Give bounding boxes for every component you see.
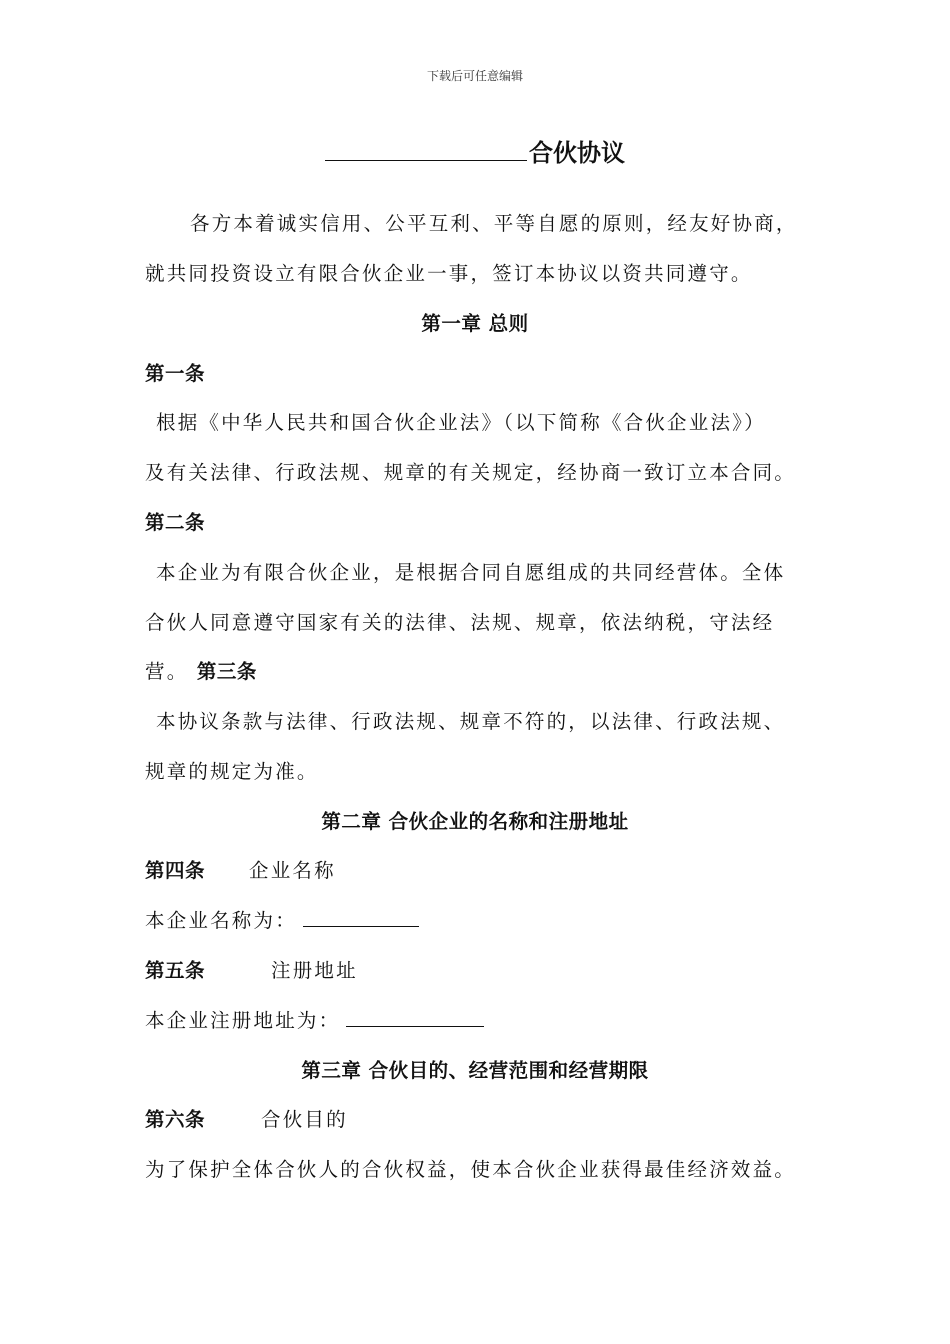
article-4-row (145, 856, 810, 886)
article-5-text-row (145, 1006, 810, 1036)
article-6-text: 为了保护全体合伙人的合伙权益，使本合伙企业获得最佳经济效益。 (145, 1158, 797, 1181)
article-1-line-1: 根据《中华人民共和国合伙企业法》（以下简称《合伙企业法》） (156, 411, 766, 434)
title-blank-line[interactable] (325, 136, 527, 161)
chapter-3-title: 第三章 合伙目的、经营范围和经营期限 (301, 1059, 649, 1082)
article-2-line-3: 营。 (145, 660, 189, 683)
preamble-line-1: 各方本着诚实信用、公平互利、平等自愿的原则，经友好协商， (190, 212, 798, 235)
article-2-line-3-with-article-3 (145, 657, 810, 687)
article-6-heading: 第六条 (145, 1108, 206, 1131)
article-6-label: 合伙目的 (261, 1108, 348, 1131)
article-2-line-2: 合伙人同意遵守国家有关的法律、法规、规章，依法纳税，守法经 (145, 611, 775, 634)
article-4-text-row (145, 906, 810, 936)
article-4-heading: 第四条 (145, 859, 206, 882)
header-note: 下载后可任意编辑 (426, 69, 523, 83)
article-1-heading: 第一条 (145, 362, 206, 385)
article-2-line-1: 本企业为有限合伙企业，是根据合同自愿组成的共同经营体。全体 (156, 561, 786, 584)
chapter-1-title: 第一章 总则 (421, 312, 529, 335)
article-5-row (145, 956, 810, 986)
article-3-line-1: 本协议条款与法律、行政法规、规章不符的，以法律、行政法规、 (156, 710, 786, 733)
article-4-label: 企业名称 (249, 859, 336, 882)
registered-address-blank[interactable] (346, 1006, 484, 1027)
article-5-label: 注册地址 (271, 959, 358, 982)
article-3-heading: 第三条 (196, 660, 257, 683)
preamble-line-2: 就共同投资设立有限合伙企业一事，签订本协议以资共同遵守。 (145, 262, 753, 285)
article-5-heading: 第五条 (145, 959, 206, 982)
article-4-text: 本企业名称为： (145, 909, 297, 932)
article-1-line-2: 及有关法律、行政法规、规章的有关规定，经协商一致订立本合同。 (145, 461, 797, 484)
article-3-line-2: 规章的规定为准。 (145, 760, 319, 783)
chapter-2-title: 第二章 合伙企业的名称和注册地址 (321, 810, 629, 833)
document-title (0, 136, 950, 169)
article-6-row (145, 1105, 810, 1135)
article-2-heading: 第二条 (145, 511, 206, 534)
article-5-text: 本企业注册地址为： (145, 1009, 341, 1032)
company-name-blank[interactable] (303, 906, 419, 927)
title-text: 合伙协议 (529, 139, 625, 167)
